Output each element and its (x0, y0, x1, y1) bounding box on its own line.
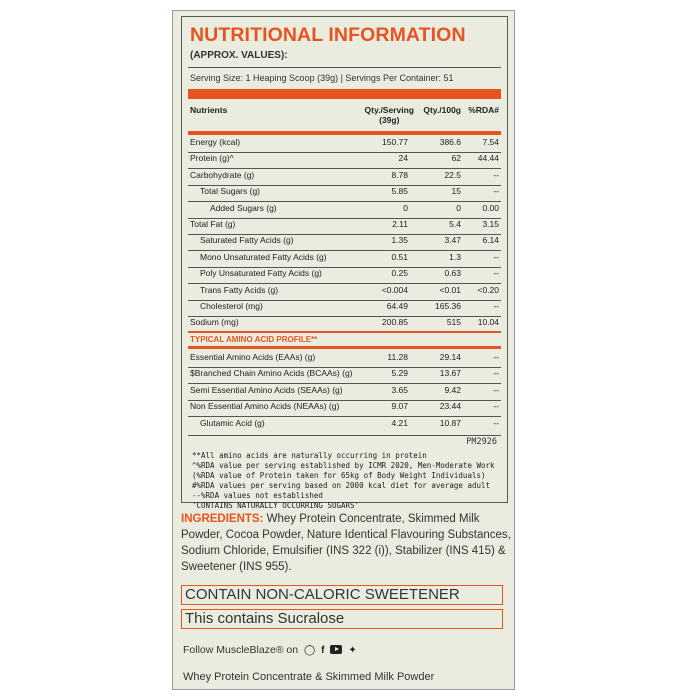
header-serving: Qty./Serving (39g) (364, 105, 414, 125)
cell-per100: 62 (451, 153, 461, 164)
table-row (190, 252, 499, 268)
twitter-icon[interactable]: ✦ (348, 645, 357, 656)
cell-per100: 13.67 (439, 368, 461, 379)
footnotes (192, 451, 495, 511)
cell-rda: 0.00 (482, 202, 499, 213)
cell-per100: 515 (446, 317, 461, 328)
sweetener-notice: CONTAIN NON-CALORIC SWEETENER (181, 585, 503, 605)
cell-rda: 44.44 (477, 153, 499, 164)
cell-name: Carbohydrate (g) (190, 169, 255, 180)
cell-rda: -- (493, 169, 499, 180)
cell-per100: 15 (451, 186, 461, 197)
cell-name: $Branched Chain Amino Acids (BCAAs) (g) (190, 368, 353, 379)
footnote: --%RDA values not established (192, 491, 323, 500)
cell-rda: -- (493, 352, 499, 362)
cell-name: Glutamic Acid (g) (200, 417, 265, 428)
cell-serving: 3.65 (391, 384, 408, 395)
cell-per100: 23.44 (439, 401, 461, 412)
cell-name: Poly Unsaturated Fatty Acids (g) (200, 268, 322, 279)
cell-rda: -- (493, 384, 499, 395)
cell-rda: -- (493, 368, 499, 379)
cell-serving: 9.07 (391, 401, 408, 412)
divider (188, 67, 501, 68)
cell-per100: 5.4 (449, 219, 461, 229)
cell-per100: 1.3 (449, 251, 461, 262)
pm-code: PM2926 (466, 437, 497, 447)
cell-serving: 5.29 (391, 368, 408, 379)
table-row (190, 219, 499, 235)
cell-name: Total Sugars (g) (200, 186, 260, 197)
cell-name: Trans Fatty Acids (g) (200, 284, 279, 295)
header-rda: %RDA# (468, 105, 499, 115)
table-row (190, 186, 499, 202)
cell-serving: 5.85 (391, 186, 408, 197)
cell-serving: 64.49 (386, 301, 408, 311)
cell-serving: 0.25 (391, 268, 408, 279)
cell-per100: 165.36 (435, 301, 461, 311)
amino-row (190, 418, 499, 434)
follow-text: Follow MuscleBlaze® on (183, 644, 299, 656)
cell-serving: 11.28 (387, 352, 408, 362)
header-per100: Qty./100g (423, 105, 461, 115)
ingredients-label: INGREDIENTS: (181, 513, 264, 525)
cell-name: Added Sugars (g) (210, 202, 277, 213)
ingredients (181, 511, 511, 575)
cell-serving: 0 (403, 202, 408, 213)
table-row (190, 268, 499, 284)
orange-divider (188, 331, 501, 333)
cell-per100: 386.6 (439, 137, 461, 147)
table-row (190, 235, 499, 251)
cell-name: Cholesterol (mg) (200, 301, 263, 311)
orange-divider (188, 346, 501, 349)
social-follow (183, 644, 357, 656)
cell-per100: 0.63 (444, 268, 461, 279)
cell-rda: -- (493, 417, 499, 428)
cell-per100: <0.01 (439, 284, 461, 295)
cell-name: Saturated Fatty Acids (g) (200, 235, 294, 246)
bottom-text: Whey Protein Concentrate & Skimmed Milk Powder (183, 671, 435, 683)
cell-serving: 1.35 (391, 235, 408, 246)
cell-name: Total Fat (g) (190, 219, 236, 229)
youtube-icon[interactable] (330, 645, 342, 654)
cell-rda: -- (493, 186, 499, 197)
cell-per100: 0 (456, 202, 461, 213)
cell-per100: 22.5 (444, 169, 461, 180)
orange-divider (188, 89, 501, 99)
instagram-icon[interactable]: ◯ (304, 645, 316, 656)
cell-name: Non Essential Amino Acids (NEAAs) (g) (190, 401, 340, 412)
footnote: 'CONTAINS NATURALLY OCCURRING SUGARS' (192, 501, 360, 510)
cell-per100: 9.42 (444, 384, 461, 395)
cell-name: Protein (g)^ (190, 153, 234, 164)
cell-name: Essential Amino Acids (EAAs) (g) (190, 352, 316, 362)
divider (188, 435, 501, 436)
amino-row (190, 368, 499, 384)
sucralose-notice: This contains Sucralose (181, 609, 503, 629)
table-header (190, 105, 499, 133)
cell-rda: -- (493, 401, 499, 412)
cell-name: Semi Essential Amino Acids (SEAAs) (g) (190, 384, 343, 395)
orange-divider (188, 131, 501, 135)
cell-serving: 4.21 (391, 417, 408, 428)
nutrition-table (181, 16, 508, 510)
nutrition-subtitle: (APPROX. VALUES): (190, 50, 288, 61)
cell-per100: 29.14 (439, 352, 461, 362)
amino-row (190, 385, 499, 401)
table-row (190, 170, 499, 186)
cell-per100: 3.47 (444, 235, 461, 246)
cell-rda: 3.15 (482, 219, 499, 229)
table-row (190, 301, 499, 317)
cell-serving: 150.77 (382, 137, 408, 147)
footnote: ^%RDA value per serving established by ICMR 2020, Men-Moderate Work (192, 461, 495, 470)
cell-serving: 8.78 (391, 169, 408, 180)
footnote: (%RDA value of Protein taken for 65kg of Body Weight Individuals) (192, 471, 486, 480)
cell-serving: 0.51 (391, 251, 408, 262)
amino-profile-title: TYPICAL AMINO ACID PROFILE** (190, 335, 318, 344)
table-row (190, 137, 499, 153)
cell-rda: 10.04 (477, 317, 499, 328)
cell-serving: 200.85 (382, 317, 408, 328)
cell-serving: 2.11 (392, 219, 408, 229)
amino-row (190, 352, 499, 368)
cell-rda: -- (493, 251, 499, 262)
footnote: #%RDA values per serving based on 2000 kcal diet for average adult (192, 481, 491, 490)
table-row (190, 153, 499, 169)
table-row (190, 285, 499, 301)
footnote: **All amino acids are naturally occurring in protein (192, 451, 427, 460)
cell-rda: 6.14 (482, 235, 499, 246)
cell-serving: 24 (398, 153, 408, 164)
cell-serving: <0.004 (381, 284, 408, 295)
cell-rda: -- (493, 268, 499, 279)
table-row (190, 203, 499, 219)
cell-rda: 7.54 (482, 137, 499, 147)
serving-info: Serving Size: 1 Heaping Scoop (39g) | Servings Per Container: 51 (190, 73, 454, 83)
ingredients-text: Whey Protein Concentrate, Skimmed Milk Powder, Cocoa Powder, Nature Identical Flavouring Substances, Sodium Chloride, Emulsifier (INS 322 (i)), Stabilizer (INS 415) & Sweetener (INS 955). (181, 513, 511, 573)
cell-rda: <0.20 (477, 284, 499, 295)
facebook-icon[interactable]: f (321, 645, 325, 656)
amino-row (190, 401, 499, 417)
header-nutrients: Nutrients (190, 105, 228, 115)
cell-name: Energy (kcal) (190, 137, 241, 147)
cell-name: Sodium (mg) (190, 317, 239, 328)
nutrition-title: NUTRITIONAL INFORMATION (190, 24, 466, 46)
cell-per100: 10.87 (439, 417, 461, 428)
cell-name: Mono Unsaturated Fatty Acids (g) (200, 251, 327, 262)
cell-rda: -- (493, 301, 499, 311)
product-label-panel (172, 10, 515, 690)
